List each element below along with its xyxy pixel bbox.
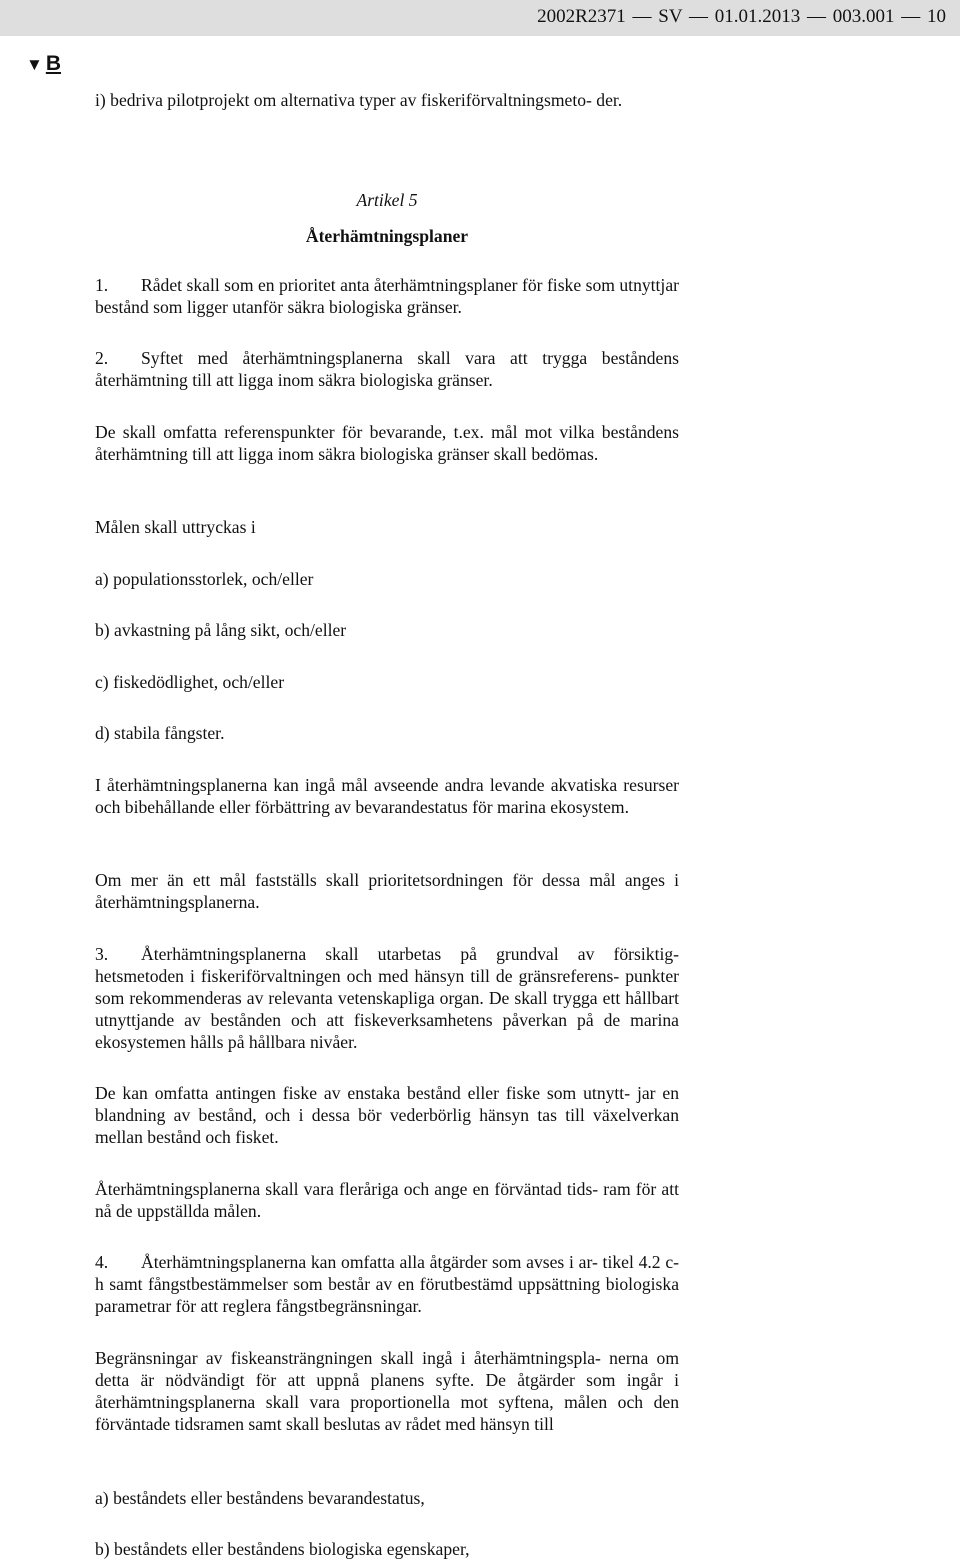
article-label: Artikel 5 (356, 190, 418, 210)
document-reference: 2002R2371 — SV — 01.01.2013 — 003.001 — 10 (537, 6, 946, 27)
paragraph-3 (95, 943, 679, 1053)
paragraph-3-stocks: De kan omfatta antingen fiske av enstaka bestånd eller fiske som utnytt- jar en blandning av bestånd, och i dessa bör vederbörlig hänsyn tas till växelverkan mellan bestånd och fisket. (95, 1083, 679, 1147)
paragraph-4-limitations: Begränsningar av fiskeansträngningen skall ingå i återhämtningspla- nerna om detta är nödvändigt för att uppnå planens syfte. De åtgärder som ingår i återhämtningsplanerna skall vara proportionella mot syftena, målen och den förväntade tidsramen samt skall beslutas av rådet med hänsyn till (95, 1348, 679, 1434)
item-i: i) bedriva pilotprojekt om alternativa typer av fiskeriförvaltningsmeto- der. (95, 90, 623, 110)
list-item-d: d) stabila fångster. (95, 723, 225, 743)
list-item-a: a) populationsstorlek, och/eller (95, 569, 314, 589)
list-4-item-a: a) beståndets eller beståndens bevarandestatus, (95, 1488, 425, 1508)
paragraph-number: 2. (95, 348, 109, 368)
paragraph-number: 4. (95, 1252, 109, 1272)
paragraph-4 (95, 1251, 679, 1317)
list-item-b: b) avkastning på lång sikt, och/eller (95, 620, 347, 640)
paragraph-number: 3. (95, 944, 109, 964)
paragraph-2-priority: Om mer än ett mål fastställs skall prioritetsordningen för dessa mål anges i återhämtningsplanerna. (95, 870, 679, 912)
paragraph-3-timeframe: Återhämtningsplanerna skall vara fleråriga och ange en förväntad tids- ram för att nå de uppställda målen. (95, 1179, 679, 1221)
paragraph-number: 1. (95, 275, 109, 295)
amendment-marker (26, 51, 61, 78)
paragraph-2-references: De skall omfatta referenspunkter för bevarande, t.ex. mål mot vilka beståndens återhämtning till att ligga inom säkra biologiska gränser skall bedömas. (95, 422, 679, 464)
list-4-item-b: b) beståndets eller beståndens biologiska egenskaper, (95, 1539, 470, 1559)
paragraph-2 (95, 347, 679, 391)
paragraph-text: Syftet med återhämtningsplanerna skall vara att trygga beståndens återhämtning till att ligga inom säkra biologiska gränser. (95, 348, 679, 390)
triangle-down-icon: ▼ (26, 55, 43, 74)
article-title: Återhämtningsplaner (305, 226, 469, 246)
paragraph-2-goals-intro: Målen skall uttryckas i (95, 517, 256, 537)
page-header (0, 0, 960, 36)
paragraph-text: Rådet skall som en prioritet anta återhämtningsplaner för fiske som utnyttjar bestånd som ligger utanför säkra biologiska gränser. (95, 275, 679, 317)
paragraph-text: Återhämtningsplanerna skall utarbetas på grundval av försiktig- hetsmetoden i fiskeriförvaltningen och med hänsyn till de gränsreferens- punkter som rekommenderas av relevanta vetenskapliga organ. De skall trygga ett hållbart utnyttjande av bestånden och att fiskeverksamhetens påverkan på de marina ekosystemen hålls på hållbara nivåer. (95, 944, 679, 1052)
paragraph-text: Återhämtningsplanerna kan omfatta alla åtgärder som avses i ar- tikel 4.2 c-h samt fångstbestämmelser som består av en förutbestämd uppsättning biologiska parametrar för att reglera fångstbegränsningar. (95, 1252, 679, 1316)
list-item-c: c) fiskedödlighet, och/eller (95, 672, 285, 692)
paragraph-1 (95, 274, 679, 318)
paragraph-2-other-goals: I återhämtningsplanerna kan ingå mål avseende andra levande akvatiska resurser och bibehållande eller förbättring av bevarandestatus för marina ekosystem. (95, 775, 679, 817)
marker-letter: B (45, 52, 61, 75)
